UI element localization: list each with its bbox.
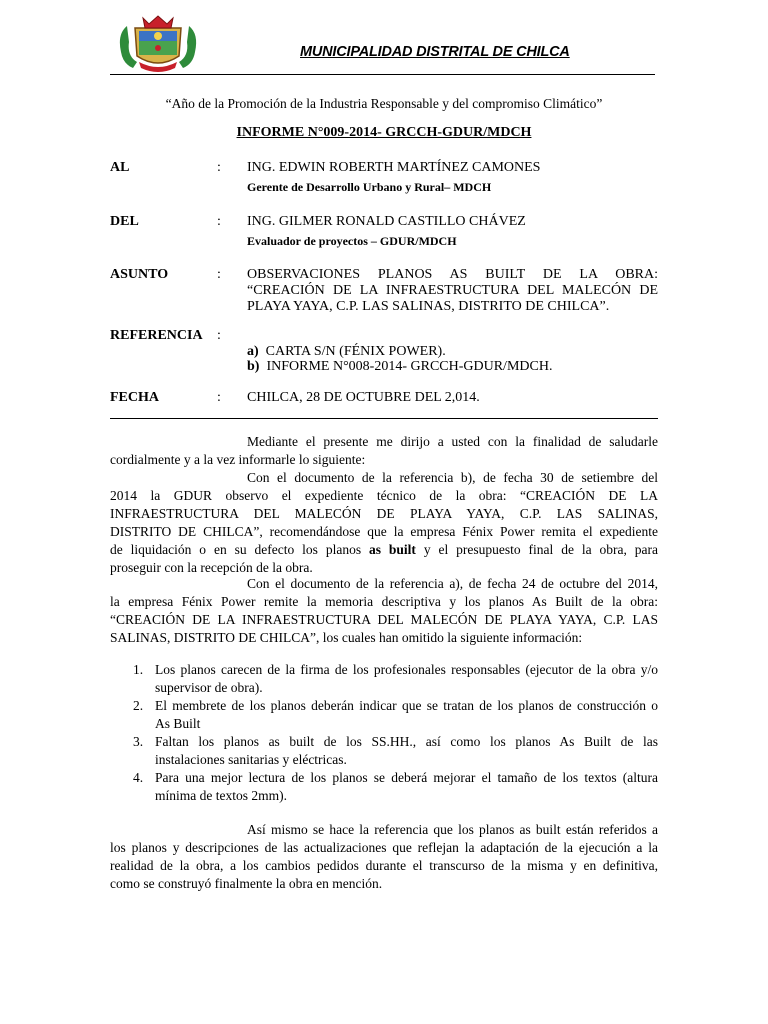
paragraph-line: Así mismo se hace la referencia que los planos as built están referidos a xyxy=(247,822,658,837)
paragraph-line: Con el documento de la referencia b), de fecha 30 de setiembre del xyxy=(247,470,658,485)
list-line: mínima de textos 2mm). xyxy=(155,788,287,803)
to-colon: : xyxy=(217,160,221,175)
paragraph-line: DISTRITO DE CHILCA”, recomendándose que la empresa Fénix Power remita el expediente xyxy=(110,524,658,539)
section-divider xyxy=(110,418,658,419)
list-number: 2. xyxy=(133,698,144,713)
paragraph-line: realidad de la obra, a los cambios pedidos durante el transcurso de la misma y en definitiva, xyxy=(110,858,658,873)
paragraph-line xyxy=(110,541,658,559)
reference-colon: : xyxy=(217,328,221,343)
reference-text: CARTA S/N (FÉNIX POWER). xyxy=(265,344,446,359)
reference-marker: a) xyxy=(247,344,259,359)
paragraph-line: “CREACIÓN DE LA INFRAESTRUCTURA DEL MALECÓN DE PLAYA YAYA, C.P. LAS xyxy=(110,612,658,627)
list-item xyxy=(133,697,658,733)
reference-item-b xyxy=(247,359,552,375)
list-line: As Built xyxy=(155,716,201,731)
reference-item-a xyxy=(247,344,446,360)
list-number: 3. xyxy=(133,734,144,749)
paragraph-text: de liquidación o en su defecto los planos xyxy=(110,542,369,557)
header-divider xyxy=(110,74,655,75)
from-role: Evaluador de proyectos – GDUR/MDCH xyxy=(247,234,457,248)
paragraph-line: cordialmente y a la vez informarle lo siguiente: xyxy=(110,452,366,467)
paragraph-line: SALINAS, DISTRITO DE CHILCA”, los cuales han omitido la siguiente información: xyxy=(110,630,583,645)
paragraph-line: Mediante el presente me dirijo a usted con la finalidad de saludarle xyxy=(247,434,658,449)
subject-line: PLAYA YAYA, C.P. LAS SALINAS, DISTRITO DE CHILCA”. xyxy=(247,299,610,314)
list-number: 4. xyxy=(133,770,144,785)
municipal-coat-of-arms-icon xyxy=(113,12,203,76)
from-label: DEL xyxy=(110,214,139,229)
list-line: Los planos carecen de la firma de los profesionales responsables (ejecutor de la obra y/o xyxy=(155,662,658,677)
paragraph-line: Con el documento de la referencia a), de fecha 24 de octubre del 2014, xyxy=(247,576,658,591)
list-item xyxy=(133,733,658,769)
to-name: ING. EDWIN ROBERTH MARTÍNEZ CAMONES xyxy=(247,160,541,175)
list-item xyxy=(133,661,658,697)
subject-label: ASUNTO xyxy=(110,267,169,282)
year-motto: “Año de la Promoción de la Industria Responsable y del compromiso Climático” xyxy=(165,96,603,111)
paragraph-3 xyxy=(110,575,658,647)
to-label: AL xyxy=(110,160,130,175)
list-line: Faltan los planos as built de los SS.HH., así como los planos As Built de las xyxy=(155,734,658,749)
paragraph-line: como se construyó finalmente la obra en mención. xyxy=(110,876,383,891)
date-value: CHILCA, 28 DE OCTUBRE DEL 2,014. xyxy=(247,390,480,405)
paragraph-text: y el presupuesto final de la obra, para xyxy=(415,542,658,557)
list-item xyxy=(133,769,658,805)
observations-list xyxy=(133,661,658,805)
date-label: FECHA xyxy=(110,390,159,405)
subject-colon: : xyxy=(217,267,221,282)
paragraph-4 xyxy=(110,821,658,893)
paragraph-1 xyxy=(110,433,658,469)
list-number: 1. xyxy=(133,662,144,677)
paragraph-line: los planos y descripciones de las actualizaciones que reflejan la adaptación de la ejecución a la xyxy=(110,840,658,855)
subject-line: “CREACIÓN DE LA INFRAESTRUCTURA DEL MALECÓN DE xyxy=(247,283,658,298)
reference-marker: b) xyxy=(247,359,260,374)
date-colon: : xyxy=(217,390,221,405)
paragraph-2 xyxy=(110,469,658,577)
to-role: Gerente de Desarrollo Urbano y Rural– MDCH xyxy=(247,180,492,194)
list-line: Para una mejor lectura de los planos se deberá mejorar el tamaño de los textos (altura xyxy=(155,770,658,785)
from-colon: : xyxy=(217,214,221,229)
municipality-name: MUNICIPALIDAD DISTRITAL DE CHILCA xyxy=(300,44,570,60)
list-line: supervisor de obra). xyxy=(155,680,263,695)
reference-label: REFERENCIA xyxy=(110,328,203,343)
report-title: INFORME N°009-2014- GRCCH-GDUR/MDCH xyxy=(236,125,532,140)
paragraph-line: proseguir con la recepción de la obra. xyxy=(110,560,313,575)
paragraph-line: 2014 la GDUR observo el expediente técnico de la obra: “CREACIÓN DE LA xyxy=(110,488,658,503)
from-name: ING. GILMER RONALD CASTILLO CHÁVEZ xyxy=(247,214,526,229)
reference-text: INFORME N°008-2014- GRCCH-GDUR/MDCH. xyxy=(266,359,553,374)
list-line: instalaciones sanitarias y eléctricas. xyxy=(155,752,347,767)
paragraph-bold-text: as built xyxy=(368,542,416,557)
list-line: El membrete de los planos deberán indicar que se tratan de los planos de construcción o xyxy=(155,698,658,713)
subject-line: OBSERVACIONES PLANOS AS BUILT DE LA OBRA: xyxy=(247,267,658,282)
paragraph-line: la empresa Fénix Power remite la memoria descriptiva y los planos As Built de la obra: xyxy=(110,594,658,609)
paragraph-line: INFRAESTRUCTURA DEL MALECÓN DE PLAYA YAYA, C.P. LAS SALINAS, xyxy=(110,506,658,521)
